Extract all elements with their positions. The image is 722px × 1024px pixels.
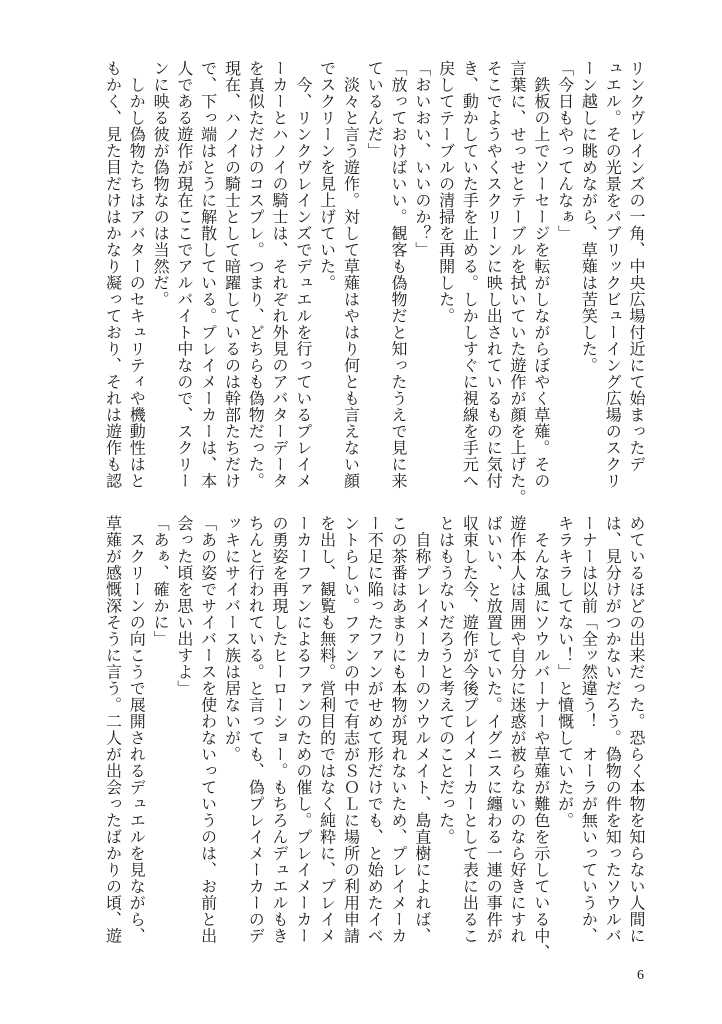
text-line: めているほどの出来だった。恐らく本物を知らない人間に <box>627 515 646 944</box>
text-line: でスクリーンを見上げていた。 <box>317 60 337 291</box>
text-line: 「あぁ、確かに」 <box>151 515 171 647</box>
text-block-top <box>100 60 648 506</box>
text-line: ーカーファンによるファンのための催し。プレイメーカー <box>293 515 313 944</box>
text-line: 今、リンクヴレインズでデュエルを行っているプレイメ <box>293 60 313 489</box>
text-line: 言葉に、せっせとテーブルを拭いていた遊作が顔を上げた。 <box>508 60 528 506</box>
text-line: は、見分けがつかないだろう。偽物の件を知ったソウルバ <box>603 515 623 944</box>
page-number: 6 <box>637 968 644 983</box>
text-line: を真似ただけのコスプレ。つまり、どちらも偽物だった。 <box>246 60 266 489</box>
text-line: そこでようやくスクリーンに映し出されているものに気付 <box>484 60 504 489</box>
text-line: もかく、見た目だけはかなり凝っており、それは遊作も認 <box>103 60 123 489</box>
text-line: 現在、ハノイの騎士として暗躍しているのは幹部たちだけ <box>222 60 242 489</box>
text-line: ばいい、と放置していた。イグニスに纏わる一連の事件が <box>484 515 504 944</box>
text-line: ュエル。その光景をパブリックビューイング広場のスクリ <box>603 60 623 489</box>
text-line: 会った頃を思い出すよ」 <box>174 515 194 697</box>
text-line: ちんと行われている。と言っても、偽プレイメーカーのデ <box>246 515 266 944</box>
text-line: 「あの姿でサイバースを使わないっていうのは、お前と出 <box>198 515 218 944</box>
text-line: 戻してテーブルの清掃を再開した。 <box>436 60 456 324</box>
text-line: 「今日もやってんなぁ」 <box>555 60 575 242</box>
text-line: この茶番はあまりにも本物が現れないため、プレイメーカ <box>389 515 409 944</box>
text-line: ーカーとハノイの騎士は、それぞれ外見のアバターデータ <box>270 60 290 489</box>
text-line: 遊作本人は周囲や自分に迷惑が被らないのなら好きにすれ <box>508 515 528 944</box>
text-line: スクリーンの向こうで展開されるデュエルを見ながら、 <box>127 515 147 944</box>
text-line: 収束した今、遊作が今後プレイメーカーとして表に出るこ <box>460 515 480 944</box>
text-line: 人である遊作が現在ここでアルバイト中なので、スクリー <box>174 60 194 489</box>
text-line: キラキラしてない！」と憤慨していたが。 <box>555 515 575 829</box>
text-line: とはもうないだろうと考えてのことだった。 <box>436 515 456 845</box>
text-line: ッキにサイバース族は居ないが。 <box>222 515 242 763</box>
text-line: で、下っ端はとうに解散している。プレイメーカーは、本 <box>198 60 218 489</box>
text-line: ントらしい。ファンの中で有志がＳＯＬに場所の利用申請 <box>341 515 361 944</box>
text-line: き、動かしていた手を止める。しかしすぐに視線を手元へ <box>460 60 480 489</box>
text-line: ーナーは以前「全ッ然違う！ オーラが無いっていうか、 <box>579 515 599 944</box>
text-line: ーン越しに眺めながら、草薙は苦笑した。 <box>579 60 599 374</box>
text-line: しかし偽物たちはアバターのセキュリティや機動性はと <box>127 60 147 489</box>
text-line: の勇姿を再現したヒーローショー。もちろんデュエルもき <box>270 515 290 944</box>
text-line: 自称プレイメーカーのソウルメイト、島直樹によれば、 <box>412 515 432 944</box>
text-block-bottom <box>100 515 648 961</box>
text-line: ているんだ」 <box>365 60 385 159</box>
text-line: を出し、観覧も無料。営利目的ではなく純粋に、プレイメ <box>317 515 337 944</box>
text-line: 鉄板の上でソーセージを転がしながらぼやく草薙。その <box>531 60 551 489</box>
text-line: ー不足に陥ったファンがせめて形だけでも、と始めたイベ <box>365 515 385 944</box>
text-line: 「放っておけばいい。観客も偽物だと知ったうえで見に来 <box>389 60 409 489</box>
text-line: ンに映る彼が偽物なのは当然だ。 <box>151 60 171 308</box>
text-line: 「おいおい、いいのか？」 <box>412 60 432 258</box>
text-line: 淡々と言う遊作。対して草薙はやはり何とも言えない顔 <box>341 60 361 489</box>
text-line: そんな風にソウルバーナーや草薙が難色を示している中、 <box>531 515 551 961</box>
text-line: リンクヴレインズの一角、中央広場付近にて始まったデ <box>627 60 646 473</box>
text-line: 草薙が感慨深そうに言う。二人が出会ったばかりの頃、遊 <box>103 515 123 944</box>
